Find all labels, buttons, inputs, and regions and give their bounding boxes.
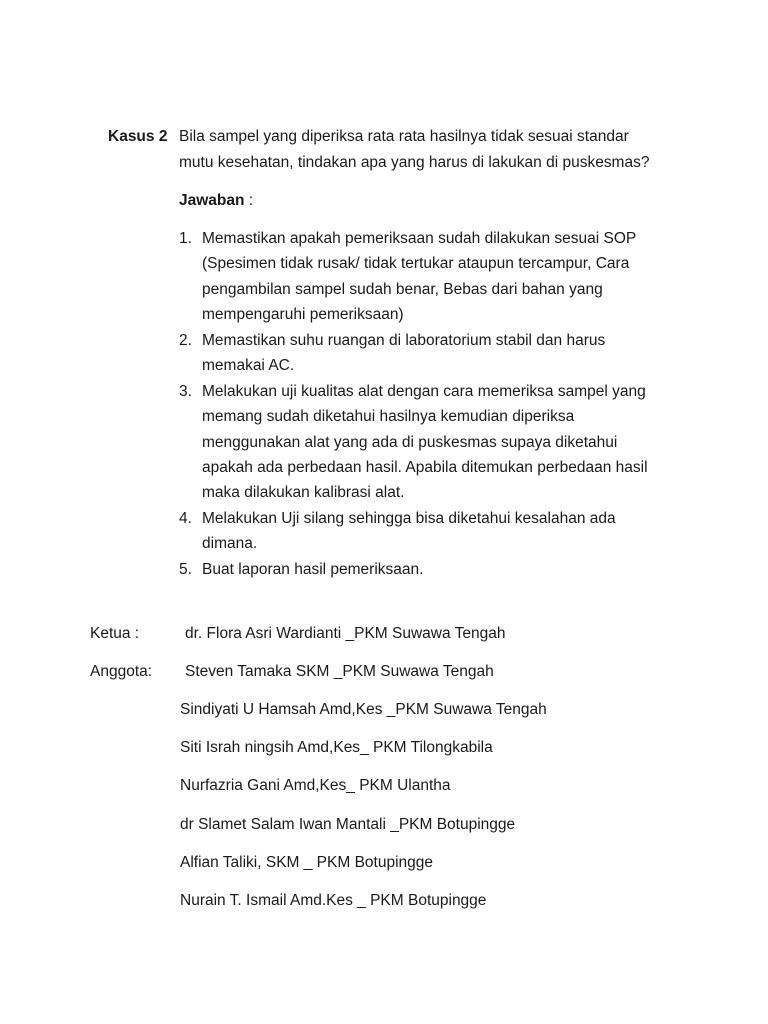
answer-item-2-line-1: Memastikan suhu ruangan di laboratorium stabil dan harus [202,332,606,349]
member-4: Nurfazria Gani Amd,Kes_ PKM Ulantha [180,777,451,794]
answer-item-1-number: 1. [179,230,192,247]
member-3: Siti Israh ningsih Amd,Kes_ PKM Tilongkabila [180,739,493,756]
answer-heading [179,191,253,211]
case-question-line-1: Bila sampel yang diperiksa rata rata hasilnya tidak sesuai standar [179,128,629,145]
answer-item-1-line-2: (Spesimen tidak rusak/ tidak tertukar ataupun tercampur, Cara [202,255,630,272]
answer-item-5-line-1: Buat laporan hasil pemeriksaan. [202,561,424,578]
answer-item-3-number: 3. [179,383,192,400]
case-question-line-2: mutu kesehatan, tindakan apa yang harus di lakukan di puskesmas? [179,154,650,171]
member-2: Sindiyati U Hamsah Amd,Kes _PKM Suwawa Tengah [180,701,547,718]
member-6: Alfian Taliki, SKM _ PKM Botupingge [180,854,434,871]
answer-item-3-line-5: maka dilakukan kalibrasi alat. [202,484,405,501]
member-7: Nurain T. Ismail Amd.Kes _ PKM Botupingge [180,892,487,909]
answer-item-2-number: 2. [179,332,192,349]
member-5: dr Slamet Salam Iwan Mantali _PKM Botupingge [180,816,516,833]
case-label: Kasus 2 [108,128,168,145]
members-label: Anggota: [90,663,153,680]
answer-item-2-line-2: memakai AC. [202,357,295,374]
answer-item-3-line-2: memang sudah diketahui hasilnya kemudian diperiksa [202,408,575,425]
leader-label: Ketua : [90,625,140,642]
answer-item-1-line-1: Memastikan apakah pemeriksaan sudah dilakukan sesuai SOP [202,230,637,247]
leader-name: dr. Flora Asri Wardianti _PKM Suwawa Tengah [185,625,506,642]
answer-label: Jawaban [179,192,245,209]
answer-colon: : [244,192,254,209]
answer-item-4-line-2: dimana. [202,535,258,552]
answer-item-4-line-1: Melakukan Uji silang sehingga bisa diketahui kesalahan ada [202,510,616,527]
answer-item-3-line-4: apakah ada perbedaan hasil. Apabila ditemukan perbedaan hasil [202,459,648,476]
member-1: Steven Tamaka SKM _PKM Suwawa Tengah [185,663,494,680]
answer-item-1-line-4: mempengaruhi pemeriksaan) [202,306,404,323]
answer-item-1-line-3: pengambilan sampel sudah benar, Bebas dari bahan yang [202,281,603,298]
answer-item-5-number: 5. [179,561,192,578]
answer-item-3-line-3: menggunakan alat yang ada di puskesmas supaya diketahui [202,434,618,451]
answer-item-3-line-1: Melakukan uji kualitas alat dengan cara memeriksa sampel yang [202,383,646,400]
answer-item-4-number: 4. [179,510,192,527]
